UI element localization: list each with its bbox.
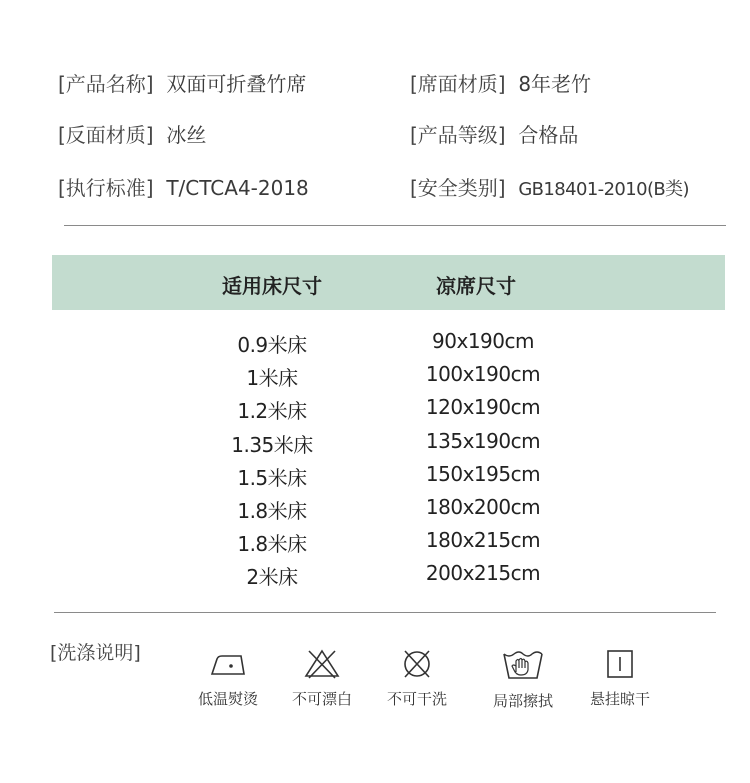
washing-title: [洗涤说明] (50, 642, 141, 664)
header-mat-size: 凉席尺寸 (436, 274, 516, 298)
table-row (0, 460, 750, 493)
mat-size-cell: 90x190cm (432, 329, 534, 353)
mat-size-cell: 100x190cm (425, 362, 541, 387)
spec-label: [产品名称] (58, 72, 154, 96)
spec-grade (410, 119, 578, 148)
spec-value: T/CTCA4-2018 (166, 176, 309, 200)
divider-bottom (54, 612, 716, 613)
care-item-no-bleach (277, 648, 367, 709)
mat-size-cell: 135x190cm (425, 428, 541, 453)
table-row (0, 526, 750, 559)
table-row (0, 360, 750, 393)
bed-size-cell: 1米床 (246, 366, 298, 391)
care-label: 低温熨烫 (197, 690, 258, 708)
table-row (0, 493, 750, 526)
mat-size-cell: 180x215cm (425, 528, 541, 553)
divider-top (64, 225, 726, 226)
care-item-hand-wipe (478, 648, 568, 711)
care-item-iron (183, 648, 273, 709)
no-dry-clean-icon (397, 648, 437, 680)
mat-size-cell: 150x195cm (425, 461, 541, 486)
table-row (0, 559, 750, 592)
spec-label: [产品等级] (410, 123, 506, 147)
spec-label: [席面材质] (410, 72, 506, 96)
care-label: 悬挂晾干 (589, 690, 650, 708)
hand-wipe-icon (501, 648, 545, 682)
table-row (0, 327, 750, 360)
spec-value: 合格品 (518, 123, 579, 147)
bed-size-cell: 1.35米床 (231, 432, 313, 457)
bed-size-cell: 1.8米床 (237, 498, 307, 523)
table-row (0, 427, 750, 460)
spec-product-name (58, 68, 306, 97)
header-bed-size: 适用床尺寸 (222, 274, 322, 298)
care-label: 局部擦拭 (492, 692, 553, 710)
bed-size-cell: 1.5米床 (237, 465, 307, 490)
bed-size-cell: 0.9米床 (237, 333, 307, 357)
mat-size-cell: 180x200cm (425, 494, 541, 519)
spec-value: 8年老竹 (518, 72, 592, 96)
spec-safety-class (410, 172, 689, 201)
spec-value: 双面可折叠竹席 (166, 72, 307, 96)
care-item-hang-dry (575, 648, 665, 709)
care-item-no-dry-clean (372, 648, 462, 709)
spec-back-material (58, 119, 206, 148)
size-table-body (0, 327, 750, 593)
care-label: 不可干洗 (386, 690, 447, 708)
spec-label: [执行标准] (58, 176, 154, 200)
hang-dry-icon (600, 648, 640, 680)
spec-surface-material (410, 68, 591, 97)
bed-size-cell: 2米床 (246, 565, 298, 590)
bed-size-cell: 1.8米床 (237, 532, 307, 557)
size-table-header (52, 255, 725, 310)
spec-label: [安全类别] (410, 176, 506, 200)
spec-value: GB18401-2010(B类) (518, 179, 689, 200)
no-bleach-icon (302, 648, 342, 680)
bed-size-cell: 1.2米床 (237, 399, 307, 424)
spec-label: [反面材质] (58, 123, 154, 147)
care-label: 不可漂白 (291, 690, 352, 708)
spec-standard (58, 172, 309, 201)
low-temp-iron-icon (208, 648, 248, 680)
spec-value: 冰丝 (166, 123, 207, 147)
table-row (0, 393, 750, 426)
mat-size-cell: 200x215cm (425, 561, 541, 586)
mat-size-cell: 120x190cm (425, 395, 541, 420)
